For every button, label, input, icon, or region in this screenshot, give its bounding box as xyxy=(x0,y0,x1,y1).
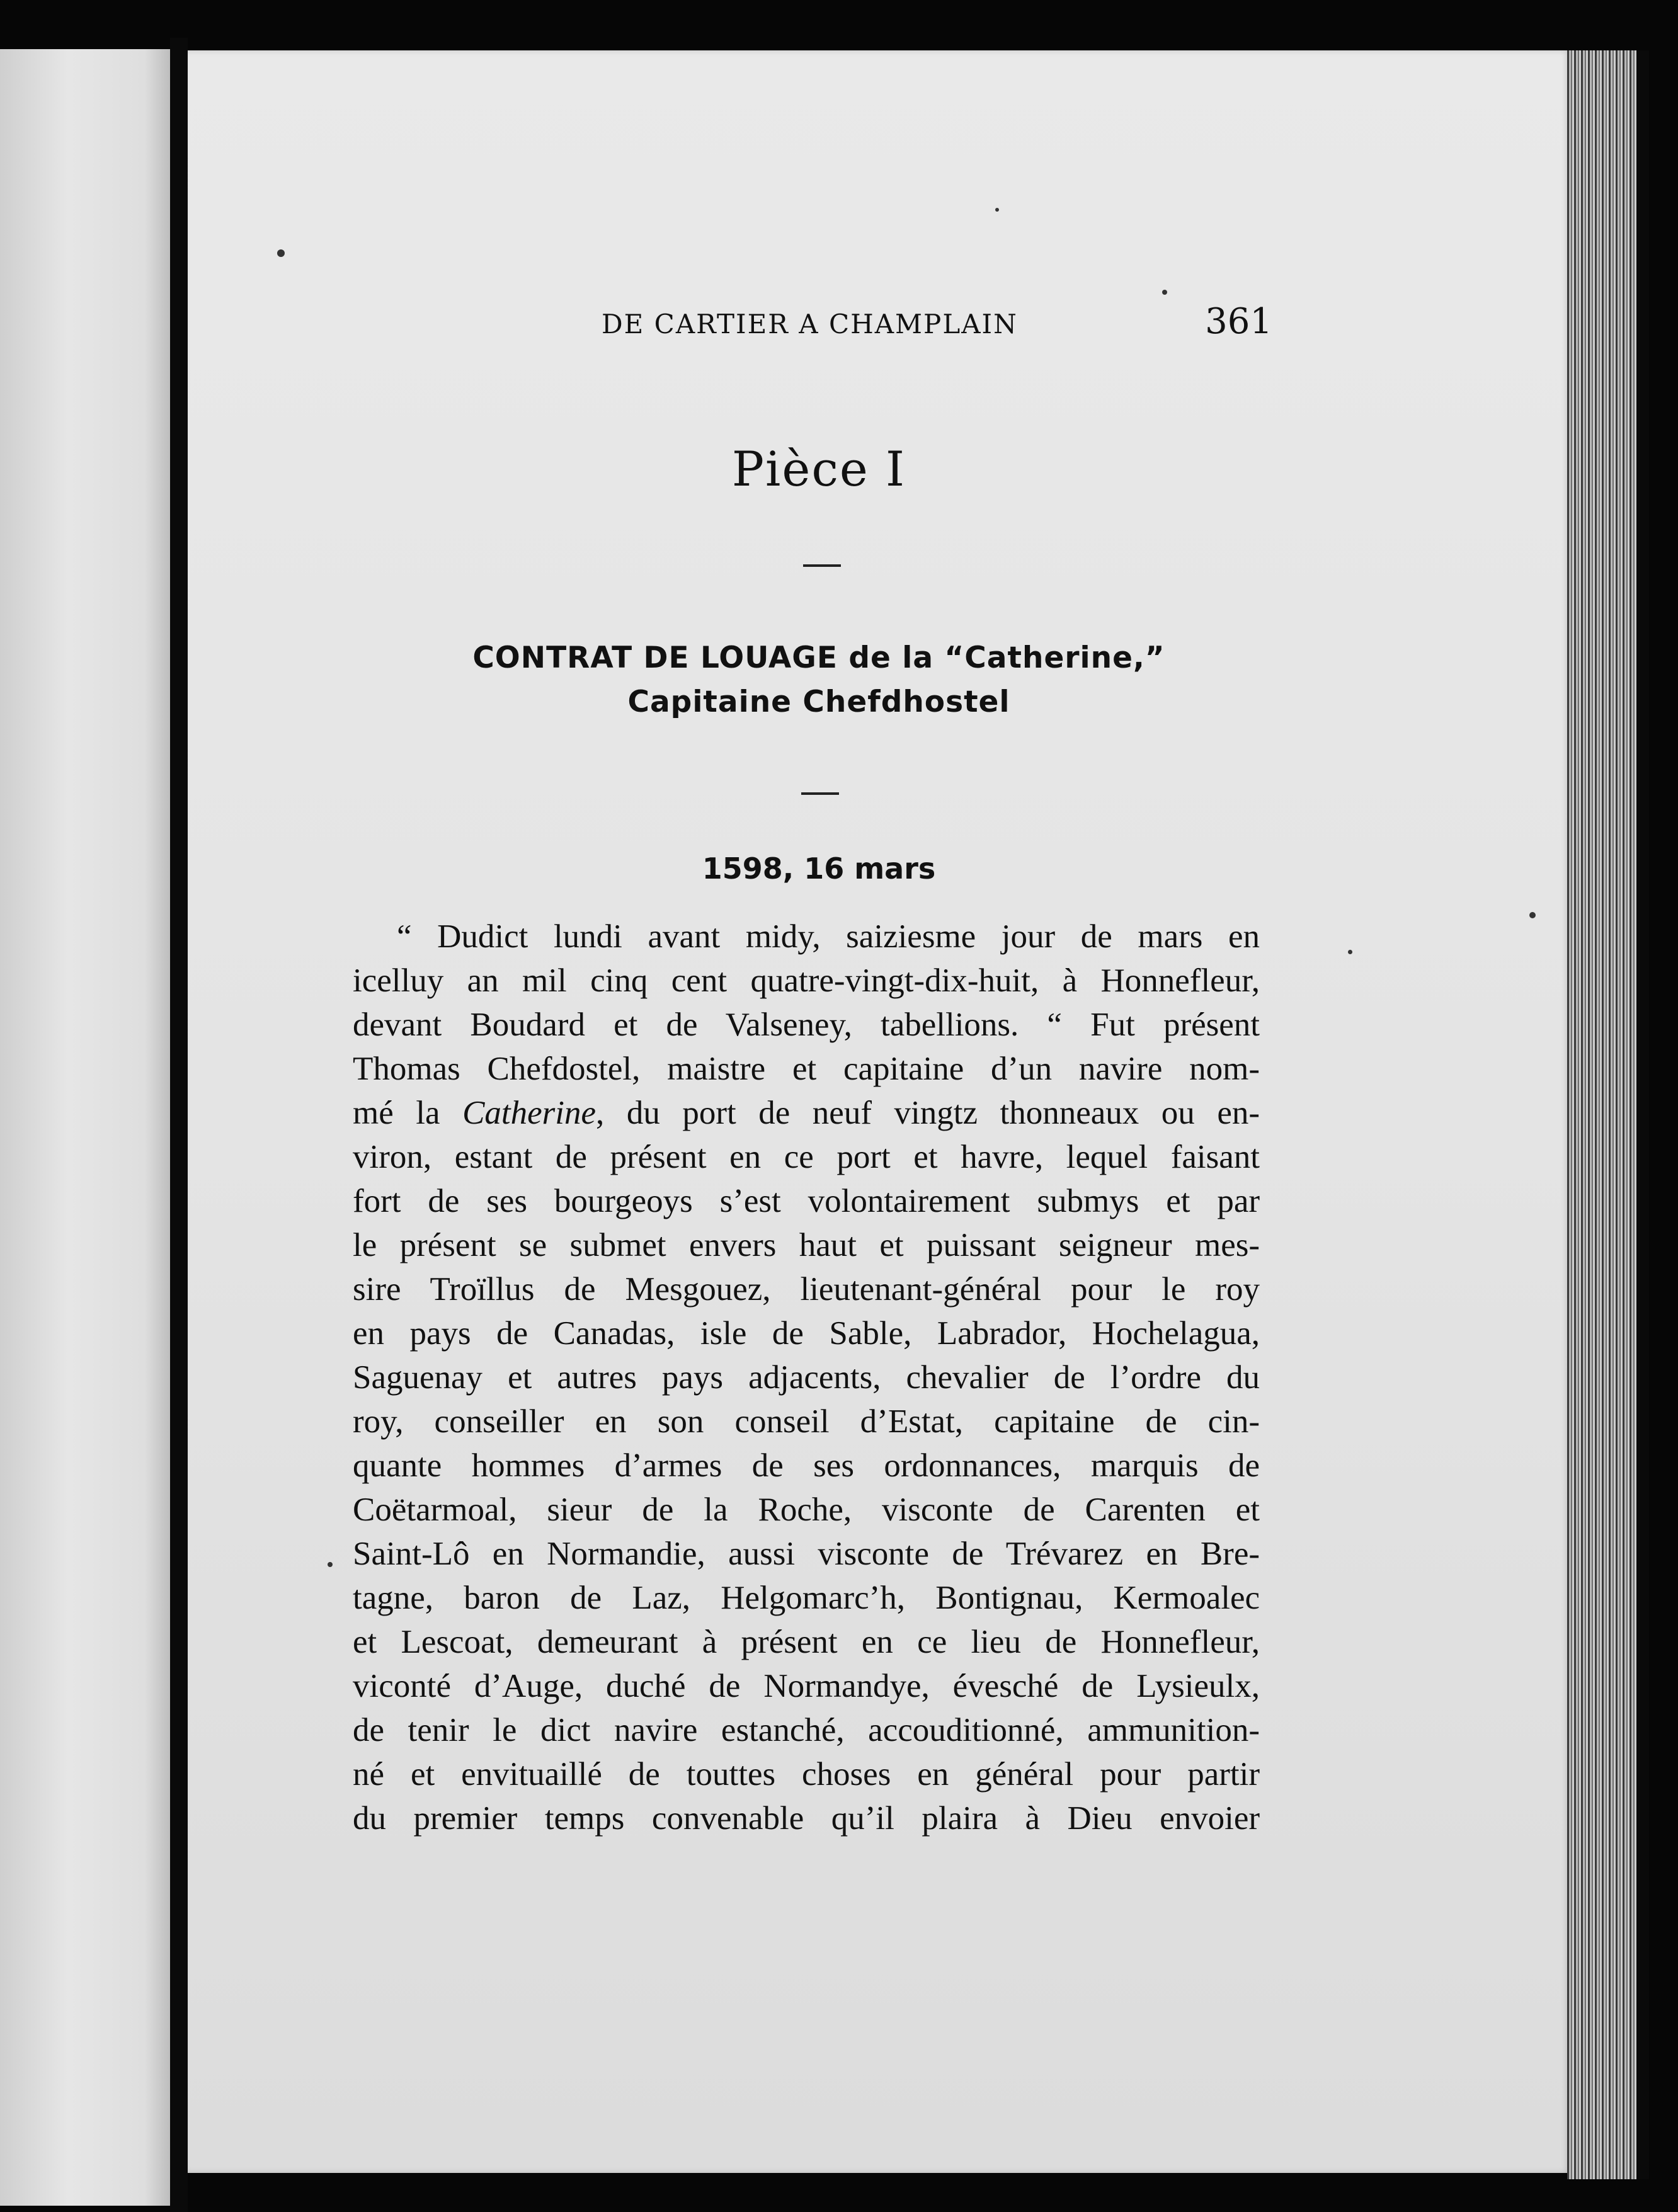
piece-title: Pièce I xyxy=(731,441,906,497)
text-line: tagne, baron de Laz, Helgomarc’h, Bontignau, Kermoalec xyxy=(353,1580,1260,1616)
text-line: né et envituaillé de touttes choses en général pour partir xyxy=(353,1756,1260,1793)
text-line: Saint-Lô en Normandie, aussi visconte de Trévarez en Bre- xyxy=(353,1536,1260,1572)
contract-title-line-2: Capitaine Chefdhostel xyxy=(627,685,1010,719)
book-gutter xyxy=(170,38,188,2212)
text-line: mé la Catherine, du port de neuf vingtz thonneaux ou en- xyxy=(353,1095,1260,1131)
text-line: Saguenay et autres pays adjacents, chevalier de l’ordre du xyxy=(353,1359,1260,1396)
text-line: du premier temps convenable qu’il plaira à Dieu envoier xyxy=(353,1800,1260,1837)
text-line: fort de ses bourgeoys s’est volontairement submys et par xyxy=(353,1183,1260,1219)
page-number: 361 xyxy=(1205,301,1272,342)
text-line: sire Troïllus de Mesgouez, lieutenant-général pour le roy xyxy=(353,1271,1260,1308)
separator-rule xyxy=(801,792,839,795)
contract-title-line-1: CONTRAT DE LOUAGE de la “Catherine,” xyxy=(472,641,1165,675)
previous-page-edge xyxy=(0,49,170,2206)
text-line: devant Boudard et de Valseney, tabellions. “ Fut présent xyxy=(353,1006,1260,1043)
stacked-page-edges xyxy=(1567,50,1649,2179)
running-title: DE CARTIER A CHAMPLAIN xyxy=(602,309,1018,339)
running-header xyxy=(340,301,1272,346)
text-line: “ Dudict lundi avant midy, saiziesme jour de mars en xyxy=(397,918,1260,955)
contract-title xyxy=(340,636,1298,724)
text-line: viconté d’Auge, duché de Normandye, évesché de Lysieulx, xyxy=(353,1668,1260,1704)
text-line: et Lescoat, demeurant à présent en ce lieu de Honnefleur, xyxy=(353,1624,1260,1660)
text-line: Coëtarmoal, sieur de la Roche, visconte de Carenten et xyxy=(353,1491,1260,1528)
text-line: le présent se submet envers haut et puissant seigneur mes- xyxy=(353,1227,1260,1263)
document-date: 1598, 16 mars xyxy=(702,852,936,886)
text-line: de tenir le dict navire estanché, accouditionné, ammunition- xyxy=(353,1712,1260,1748)
body-text xyxy=(353,915,1260,1840)
separator-rule xyxy=(803,564,841,567)
text-line: Thomas Chefdostel, maistre et capitaine d’un navire nom- xyxy=(353,1051,1260,1087)
text-line: viron, estant de présent en ce port et havre, lequel faisant xyxy=(353,1139,1260,1175)
text-line: en pays de Canadas, isle de Sable, Labrador, Hochelagua, xyxy=(353,1315,1260,1352)
text-line: icelluy an mil cinq cent quatre-vingt-dix-huit, à Honnefleur, xyxy=(353,962,1260,999)
text-line: roy, conseiller en son conseil d’Estat, capitaine de cin- xyxy=(353,1403,1260,1440)
text-line: quante hommes d’armes de ses ordonnances, marquis de xyxy=(353,1447,1260,1484)
